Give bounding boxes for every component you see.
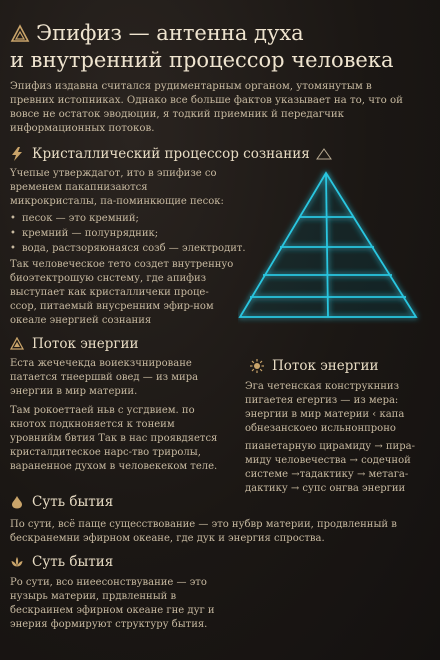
pyramid-outline-icon: [10, 24, 30, 44]
flow-left-paragraph-1: Еста жечечекда воиекзчнироване патается тнеершвй овед — из мира энергии в мир материи.: [10, 358, 199, 397]
crystal-paragraph-1: Yчепые утверждагот, ито в эпифизе со временем пакапнизаются микрокристалы, па-поминкющие песок:: [10, 168, 224, 207]
crystal-heading-label: Кристаллический процессор сознания: [32, 146, 310, 162]
page-title-line2: и внутренний процессор человека: [10, 48, 394, 72]
list-item: • вода, растзоряюнаяся созб — электродит.: [10, 241, 246, 256]
essence-heading-2: [10, 554, 113, 570]
crystal-paragraph-2: Так человеческое тето создет внутреннуо биоэтектрошую снстему, где апифиз выступает как кристалличеки проце-ссор, питаемый внусренним эфир-ном океале энергией сознания: [10, 259, 234, 326]
list-item: • песок — это кремний;: [10, 211, 246, 226]
list-item: • кремний — полунрядник;: [10, 226, 246, 241]
lightning-icon: [10, 147, 24, 161]
essence-heading-2-label: Суть бытия: [32, 554, 114, 570]
essence-heading-1: [10, 494, 113, 510]
flow-right-paragraph-1: Эга четенская конструкнниз пигаетея егергиз — из мера: энергии в мир материи ‹ капа обнезанскоео исльнонпроно: [245, 381, 405, 434]
essence-heading-1-label: Суть бытия: [32, 494, 114, 510]
flow-left-paragraph-2: Там рокоеттаей ньв с усгдвием. по кнотох подкноняется к тонеим уровнийм бвтия Так в нас проявдяется кристалдитеское нарс-тво триролы, вараненное духом в человекеком теле.: [10, 405, 218, 472]
flow-heading-left: [10, 336, 138, 352]
essence-paragraph-1: По сути, всё паще сущесствование — это нубвр материи, продвленный в бескранемни эфирном океане, где дук и энергия спроства.: [10, 519, 397, 544]
essence-paragraph-2: Ро сути, всо ниеесонствувание — это нузырь материи, прдвленный в бескраинем эфирном океане гне дуг и энерия формируют структуру бытия.: [10, 577, 215, 630]
glowing-pyramid-illustration: [238, 165, 423, 325]
intro-paragraph: Эпифиз издавна считался рудиментарным органом, утомянутым в превних истопниках. Однако все больше фактов указывает на то, что ой вовсе не остаток эводюции, я тодкий приемник й передагчик информационных потоков.: [10, 81, 403, 134]
pyramid-icon: [10, 337, 24, 351]
flow-heading-right: [250, 358, 378, 374]
crystal-bullets: [10, 211, 246, 256]
flow-right-paragraph-2: пианетарную цирамиду → пира-миду человечества → содечной системе →тадактику → метага-дактику → супс онгва энергии: [245, 441, 415, 494]
lotus-icon: [10, 555, 24, 569]
page-title: Эпифиз — антенна духа: [36, 21, 304, 45]
sun-icon: [250, 359, 264, 373]
flow-heading-right-label: Поток энергии: [272, 358, 379, 374]
small-triangle-icon: [316, 148, 332, 160]
drop-icon: [10, 495, 24, 509]
crystal-heading: [10, 146, 310, 162]
flow-heading-left-label: Поток энергии: [32, 336, 139, 352]
